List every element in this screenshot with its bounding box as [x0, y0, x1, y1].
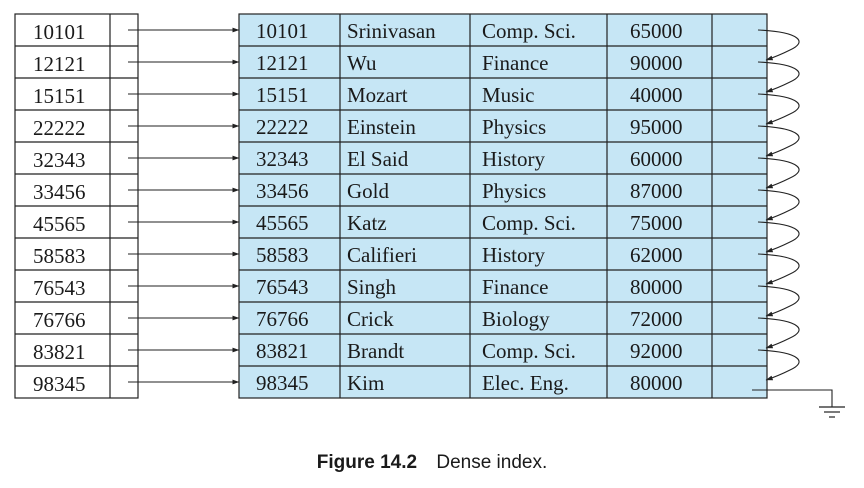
record-salary: 65000: [630, 19, 683, 43]
record-dept: Physics: [482, 115, 547, 139]
record-name: Wu: [347, 51, 377, 75]
record-salary: 72000: [630, 307, 683, 331]
index-key: 58583: [33, 244, 86, 268]
record-name: Einstein: [347, 115, 416, 139]
record-salary: 95000: [630, 115, 683, 139]
record-dept: History: [482, 147, 545, 171]
record-name: Srinivasan: [347, 19, 436, 43]
record-id: 76543: [256, 275, 309, 299]
record-dept: Biology: [482, 307, 550, 331]
data-file-table: [239, 14, 767, 398]
record-salary: 80000: [630, 371, 683, 395]
index-key: 22222: [33, 116, 86, 140]
record-id: 22222: [256, 115, 309, 139]
figure-caption: [0, 452, 864, 474]
record-dept: Finance: [482, 51, 549, 75]
index-key: 76543: [33, 276, 86, 300]
index-key: 12121: [33, 52, 86, 76]
record-name: Crick: [347, 307, 394, 331]
index-pointers: [128, 30, 239, 382]
record-dept: Physics: [482, 179, 547, 203]
index-key: 10101: [33, 20, 86, 44]
record-salary: 87000: [630, 179, 683, 203]
figure-title: Dense index.: [436, 452, 548, 473]
record-id: 33456: [256, 179, 309, 203]
record-name: Katz: [347, 211, 387, 235]
record-dept: Elec. Eng.: [482, 371, 569, 395]
record-name: Singh: [347, 275, 397, 299]
index-key: 98345: [33, 372, 86, 396]
record-name: Gold: [347, 179, 389, 203]
record-name: Kim: [347, 371, 385, 395]
record-id: 98345: [256, 371, 309, 395]
record-name: Califieri: [347, 243, 417, 267]
record-salary: 40000: [630, 83, 683, 107]
record-id: 76766: [256, 307, 309, 331]
record-name: Mozart: [347, 83, 408, 107]
index-file: [15, 14, 138, 398]
record-dept: Comp. Sci.: [482, 19, 576, 43]
record-dept: History: [482, 243, 545, 267]
record-dept: Comp. Sci.: [482, 211, 576, 235]
record-dept: Music: [482, 83, 535, 107]
index-key: 33456: [33, 180, 86, 204]
index-key: 45565: [33, 212, 86, 236]
record-salary: 92000: [630, 339, 683, 363]
record-name: Brandt: [347, 339, 405, 363]
record-salary: 60000: [630, 147, 683, 171]
index-key: 32343: [33, 148, 86, 172]
record-salary: 62000: [630, 243, 683, 267]
index-key: 83821: [33, 340, 86, 364]
record-dept: Finance: [482, 275, 549, 299]
index-key: 15151: [33, 84, 86, 108]
record-dept: Comp. Sci.: [482, 339, 576, 363]
record-salary: 90000: [630, 51, 683, 75]
record-id: 15151: [256, 83, 309, 107]
record-id: 12121: [256, 51, 309, 75]
record-id: 32343: [256, 147, 309, 171]
record-salary: 75000: [630, 211, 683, 235]
record-salary: 80000: [630, 275, 683, 299]
record-id: 83821: [256, 339, 309, 363]
figure-label: Figure 14.2: [316, 452, 418, 473]
record-name: El Said: [347, 147, 409, 171]
record-id: 45565: [256, 211, 309, 235]
record-id: 10101: [256, 19, 309, 43]
index-key: 76766: [33, 308, 86, 332]
record-id: 58583: [256, 243, 309, 267]
